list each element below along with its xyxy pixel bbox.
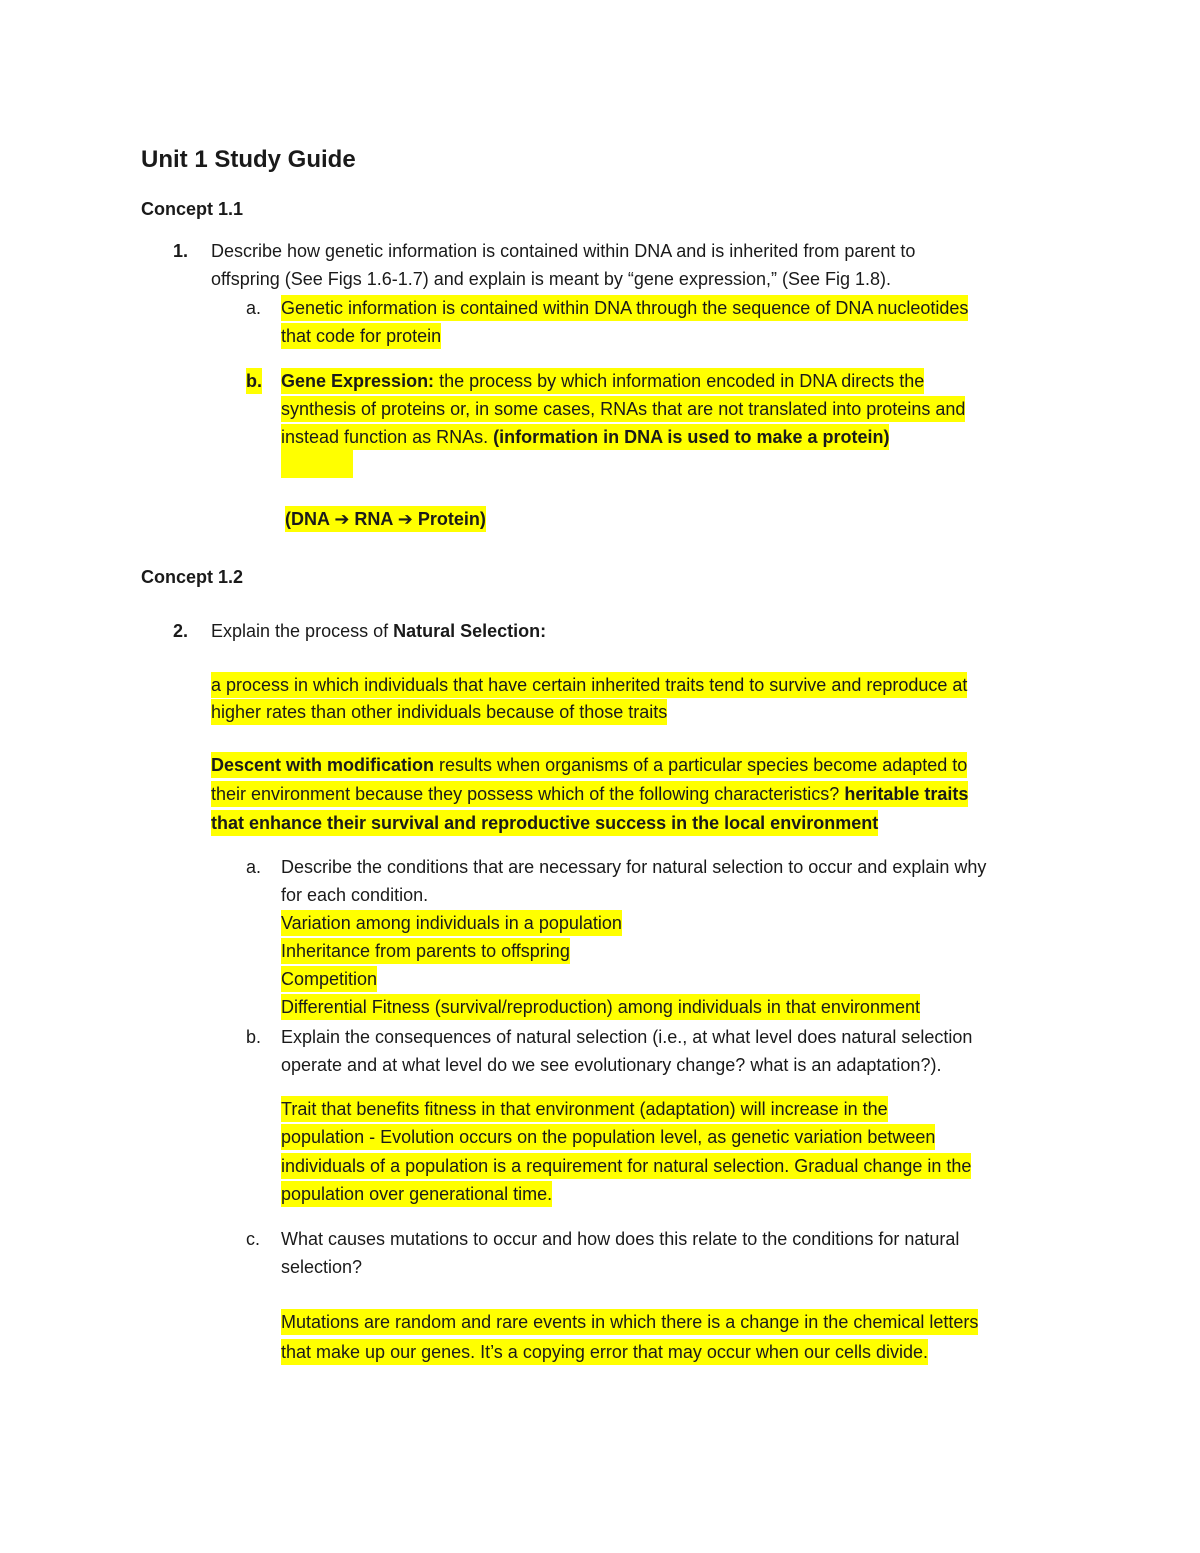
answer-2c-line: that make up our genes. It’s a copying error that may occur when our cells divide. <box>281 1339 928 1365</box>
natural-selection-term: Natural Selection: <box>393 621 547 641</box>
condition-item: Competition <box>281 966 377 992</box>
descent-line-3: that enhance their survival and reproductive success in the local environment <box>211 810 878 836</box>
answer-2c-line: Mutations are random and rare events in which there is a change in the chemical letters <box>281 1309 978 1335</box>
question-1-line-1: Describe how genetic information is contained within DNA and is inherited from parent to <box>211 241 916 261</box>
gene-expression-definition-start: the process by which information encoded in DNA directs the <box>434 371 925 391</box>
question-2c-marker: c. <box>246 1229 261 1249</box>
answer-1b-line-2: synthesis of proteins or, in some cases, RNAs that are not translated into proteins and <box>281 396 965 422</box>
answer-1a-marker: a. <box>246 298 262 318</box>
answer-2b-line: Trait that benefits fitness in that environment (adaptation) will increase in the <box>281 1096 888 1122</box>
question-2-prompt-text: Explain the process of <box>211 621 394 641</box>
gene-expression-summary: (information in DNA is used to make a protein) <box>493 427 890 447</box>
question-2-number: 2. <box>173 621 189 641</box>
natural-selection-def-line-2: higher rates than other individuals because of those traits <box>211 699 667 725</box>
answer-1b-line-3 <box>281 424 889 450</box>
descent-answer-start: heritable traits <box>844 784 969 804</box>
question-2c-line-2: selection? <box>281 1257 363 1277</box>
answer-1a-line-1: Genetic information is contained within DNA through the sequence of DNA nucleotides <box>281 295 968 321</box>
question-2-prompt <box>211 618 546 644</box>
descent-term: Descent with modification <box>211 755 435 775</box>
flow-dna: (DNA <box>285 509 335 529</box>
answer-1b-line-1 <box>281 368 924 394</box>
answer-2b-line: individuals of a population is a requirement for natural selection. Gradual change in the <box>281 1153 971 1179</box>
gene-expression-term: Gene Expression: <box>281 371 435 391</box>
concept-1-2-heading: Concept 1.2 <box>141 567 244 587</box>
question-1-line-2: offspring (See Figs 1.6-1.7) and explain is meant by “gene expression,” (See Fig 1.8). <box>211 269 892 289</box>
descent-line-1 <box>211 752 967 778</box>
question-2a-marker: a. <box>246 857 262 877</box>
natural-selection-def-line-1: a process in which individuals that have certain inherited traits tend to survive and reproduce at <box>211 672 967 698</box>
question-2a-line-1: Describe the conditions that are necessary for natural selection to occur and explain why <box>281 857 987 877</box>
right-arrow-icon: ➔ <box>397 509 413 529</box>
descent-text-1: results when organisms of a particular species become adapted to <box>434 755 968 775</box>
question-2b-line-1: Explain the consequences of natural selection (i.e., at what level does natural selection <box>281 1027 973 1047</box>
page-title: Unit 1 Study Guide <box>141 146 356 173</box>
concept-1-1-heading: Concept 1.1 <box>141 199 244 219</box>
question-1-number: 1. <box>173 241 189 261</box>
descent-line-2 <box>211 781 968 807</box>
right-arrow-icon: ➔ <box>334 509 350 529</box>
answer-1a-line-2: that code for protein <box>281 323 441 349</box>
answer-1b-marker: b. <box>246 368 262 394</box>
question-2b-line-2: operate and at what level do we see evolutionary change? what is an adaptation?). <box>281 1055 942 1075</box>
answer-2b-line: population - Evolution occurs on the population level, as genetic variation between <box>281 1124 935 1150</box>
flow-protein: Protein) <box>412 509 486 529</box>
highlight-gap <box>281 450 353 478</box>
dna-rna-protein-flow <box>285 506 486 532</box>
answer-2b-line: population over generational time. <box>281 1181 552 1207</box>
descent-text-2: their environment because they possess which of the following characteristics? <box>211 784 845 804</box>
question-2b-marker: b. <box>246 1027 262 1047</box>
flow-rna: RNA <box>349 509 398 529</box>
question-2a-line-2: for each condition. <box>281 885 429 905</box>
gene-expression-definition-end: instead function as RNAs. <box>281 427 494 447</box>
condition-item: Variation among individuals in a population <box>281 910 622 936</box>
condition-item: Differential Fitness (survival/reproduction) among individuals in that environment <box>281 994 920 1020</box>
question-2c-line-1: What causes mutations to occur and how does this relate to the conditions for natural <box>281 1229 960 1249</box>
condition-item: Inheritance from parents to offspring <box>281 938 570 964</box>
